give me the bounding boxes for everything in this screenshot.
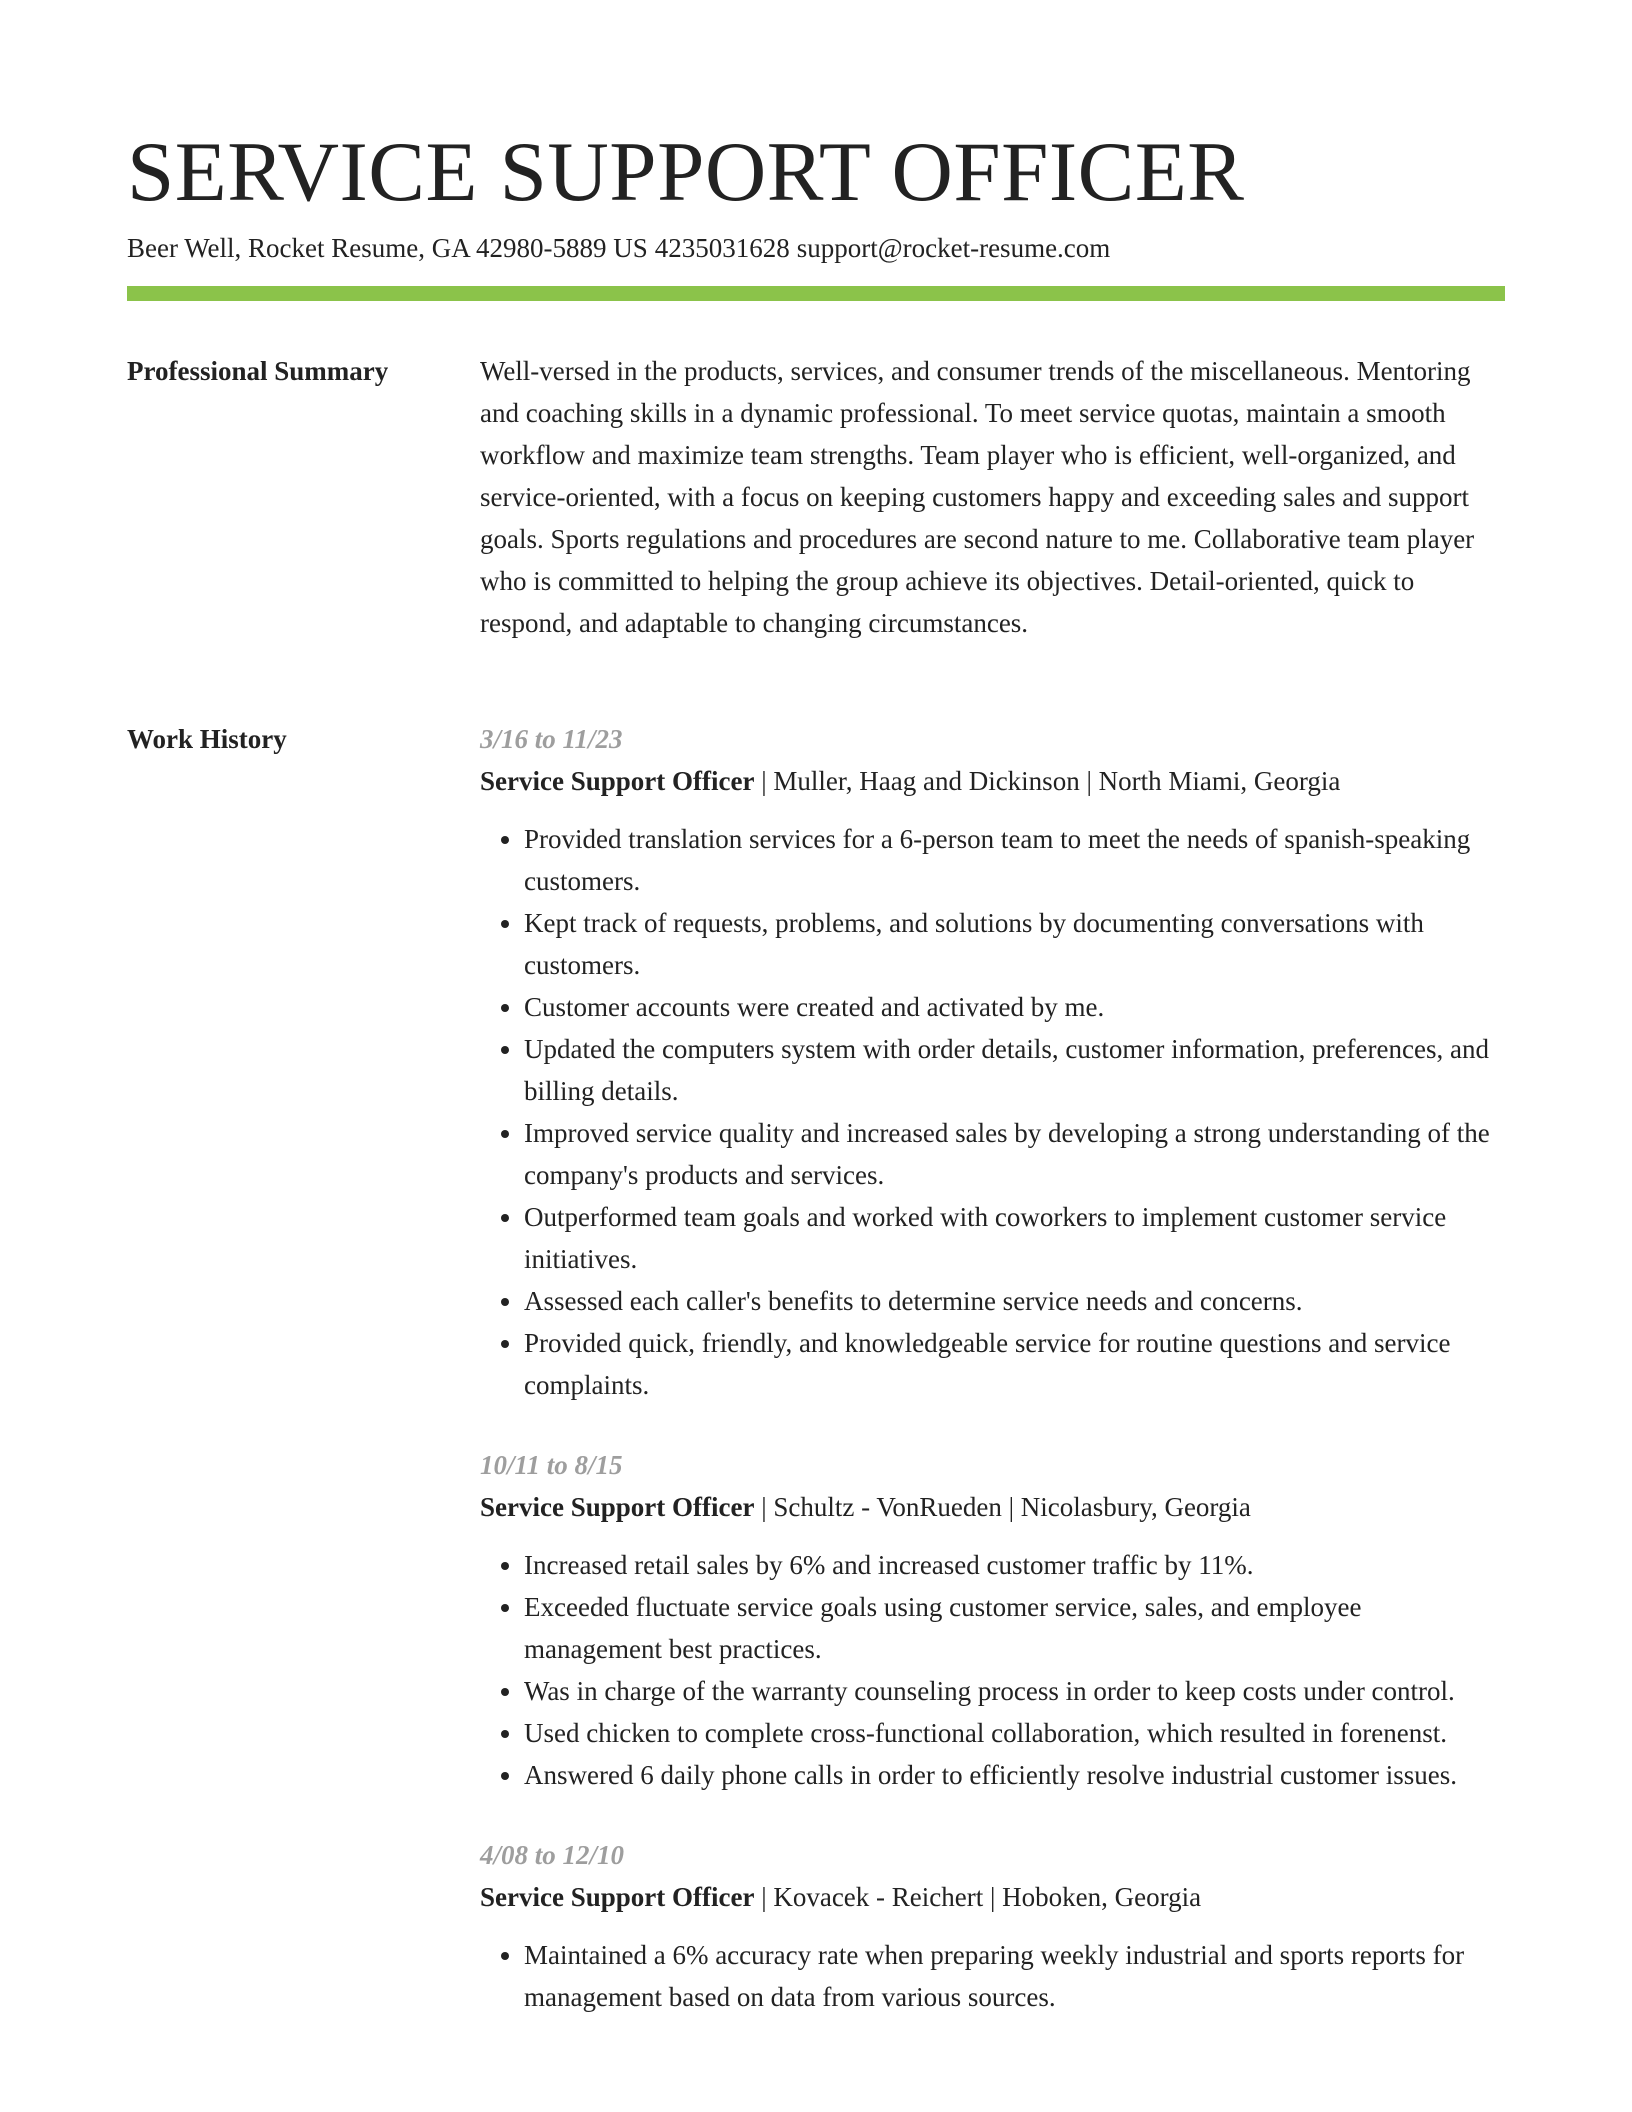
list-item: • Provided translation services for a 6-person team to meet the needs of spanish-speaking customers. xyxy=(524,818,1505,902)
job-bullet-list xyxy=(480,818,1505,1406)
job-heading xyxy=(480,1486,1505,1528)
job-title: Service Support Officer xyxy=(480,1492,755,1522)
resume-title: SERVICE SUPPORT OFFICER xyxy=(127,125,1245,219)
list-item: • Outperformed team goals and worked with coworkers to implement customer service initiatives. xyxy=(524,1196,1505,1280)
contact-phone: 4235031628 xyxy=(654,233,790,263)
job-heading xyxy=(480,1876,1505,1918)
job-heading xyxy=(480,760,1505,802)
summary-text: Well-versed in the products, services, and consumer trends of the miscellaneous. Mentoring and coaching skills in a dynamic professional. To meet service quotas, maintain a smooth workflow and maximize team strengths. Team player who is efficient, well-organized, and service-oriented, with a focus on keeping customers happy and exceeding sales and support goals. Sports regulations and procedures are second nature to me. Collaborative team player who is committed to helping the group achieve its objectives. Detail-oriented, quick to respond, and adaptable to changing circumstances. xyxy=(480,356,1475,638)
job-title: Service Support Officer xyxy=(480,766,755,796)
header-divider xyxy=(127,286,1505,301)
summary-heading: Professional Summary xyxy=(127,356,389,386)
job-entry xyxy=(480,1444,1505,1796)
job-employer-location: | Kovacek - Reichert | Hoboken, Georgia xyxy=(754,1882,1202,1912)
work-history-heading: Work History xyxy=(127,724,287,754)
job-dates: 4/08 to 12/10 xyxy=(480,1840,625,1870)
list-item: • Exceeded fluctuate service goals using customer service, sales, and employee management best practices. xyxy=(524,1586,1505,1670)
contact-line xyxy=(127,230,1110,266)
job-bullet-list xyxy=(480,1544,1505,1796)
job-entry xyxy=(480,718,1505,1406)
list-item: • Used chicken to complete cross-functional collaboration, which resulted in forenenst. xyxy=(524,1712,1505,1754)
list-item: • Updated the computers system with order details, customer information, preferences, and billing details. xyxy=(524,1028,1505,1112)
summary-body xyxy=(480,350,1505,644)
list-item: • Answered 6 daily phone calls in order to efficiently resolve industrial customer issues. xyxy=(524,1754,1505,1796)
job-employer-location: | Muller, Haag and Dickinson | North Miami, Georgia xyxy=(754,766,1341,796)
work-history-body xyxy=(480,718,1505,2056)
job-dates: 10/11 to 8/15 xyxy=(480,1450,623,1480)
list-item: • Improved service quality and increased sales by developing a strong understanding of the company's products and services. xyxy=(524,1112,1505,1196)
list-item: • Maintained a 6% accuracy rate when preparing weekly industrial and sports reports for management based on data from various sources. xyxy=(524,1934,1505,2018)
list-item: • Kept track of requests, problems, and solutions by documenting conversations with customers. xyxy=(524,902,1505,986)
contact-address: Beer Well, Rocket Resume, GA 42980-5889 US xyxy=(127,233,648,263)
list-item: • Customer accounts were created and activated by me. xyxy=(524,986,1505,1028)
job-bullet-list xyxy=(480,1934,1505,2018)
job-title: Service Support Officer xyxy=(480,1882,755,1912)
contact-email: support@rocket-resume.com xyxy=(796,233,1111,263)
list-item: • Was in charge of the warranty counseling process in order to keep costs under control. xyxy=(524,1670,1505,1712)
job-dates: 3/16 to 11/23 xyxy=(480,724,623,754)
list-item: • Assessed each caller's benefits to determine service needs and concerns. xyxy=(524,1280,1505,1322)
list-item: • Provided quick, friendly, and knowledgeable service for routine questions and service complaints. xyxy=(524,1322,1505,1406)
job-entry xyxy=(480,1834,1505,2018)
list-item: • Increased retail sales by 6% and increased customer traffic by 11%. xyxy=(524,1544,1505,1586)
job-employer-location: | Schultz - VonRueden | Nicolasbury, Georgia xyxy=(754,1492,1251,1522)
